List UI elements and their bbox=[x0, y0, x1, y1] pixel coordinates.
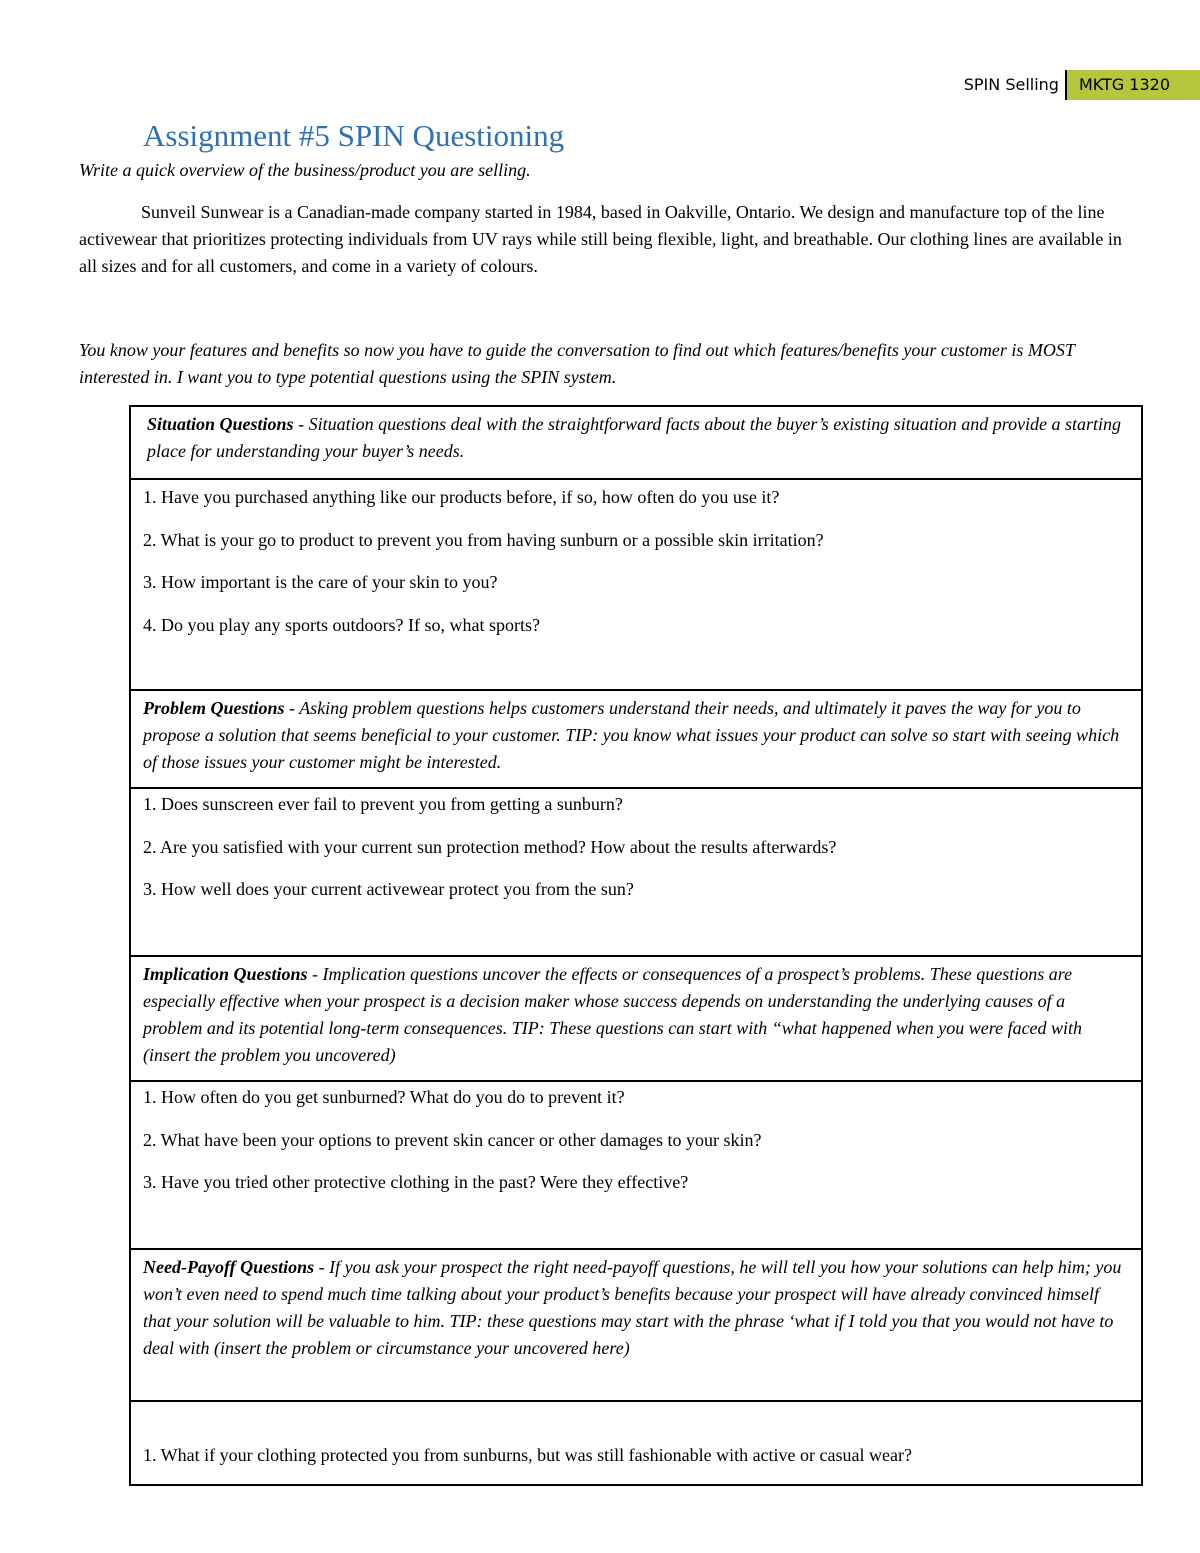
answer-item: 4. Do you play any sports outdoors? If so, what sports? bbox=[143, 614, 540, 635]
answer-item: 2. What have been your options to prevent skin cancer or other damages to your skin? bbox=[143, 1129, 762, 1150]
answer-item: 1. Have you purchased anything like our products before, if so, how often do you use it? bbox=[143, 487, 780, 507]
course-title: SPIN Selling bbox=[963, 75, 1059, 94]
situation-answers-cell bbox=[131, 480, 1141, 691]
situation-description: Situation questions deal with the straightforward facts about the buyer’s existing situation and provide a starting place for understanding your buyer’s needs. bbox=[147, 414, 1122, 461]
answer-item: 1. Does sunscreen ever fail to prevent you from getting a sunburn? bbox=[143, 794, 623, 814]
spin-instructions: You know your features and benefits so now you have to guide the conversation to find out which features/benefits your customer is MOST interested in. I want you to type potential questions using the SPIN system. bbox=[79, 340, 1075, 387]
need-payoff-description-cell: Need-Payoff Questions - If you ask your prospect the right need-payoff questions, he will tell you how your solutions can help him; you won’t even need to spend much time talking about your product’s benefits because your prospect will have already convinced himself that your solution will be valuable to him. TIP: these questions may start with the phrase ‘what if I told you that you would not have to deal with (insert the problem or circumstance your uncovered here) bbox=[131, 1250, 1141, 1402]
answer-item: 3. How important is the care of your skin to you? bbox=[143, 572, 498, 592]
implication-description: Implication questions uncover the effects or consequences of a prospect’s problems. These questions are especially effective when your prospect is a decision maker whose success depends on understanding the underlying causes of a problem and its potential long-term consequences. TIP: These questions can start with “what happened when you were faced with (insert the problem you uncovered) bbox=[143, 964, 1083, 1065]
problem-answers-cell bbox=[131, 789, 1141, 957]
problem-description-cell: Problem Questions - Asking problem questions helps customers understand their needs, and ultimately it paves the way for you to propose a solution that seems beneficial to your customer. TIP: you know what issues your product can solve so start with seeing which of those issues your customer might be interested. bbox=[131, 691, 1141, 789]
business-overview: Sunveil Sunwear is a Canadian-made company started in 1984, based in Oakville, Ontario. We design and manufacture top of the line activewear that prioritizes protecting individuals from UV rays while still being flexible, light, and breathable. Our clothing lines are available in all sizes and for all customers, and come in a variety of colours. bbox=[79, 202, 1122, 276]
implication-answers-cell bbox=[131, 1082, 1141, 1250]
problem-heading: Problem Questions bbox=[143, 698, 285, 718]
answer-item: 2. What is your go to product to prevent you from having sunburn or a possible skin irritation? bbox=[143, 529, 824, 550]
answer-item: 3. Have you tried other protective clothing in the past? Were they effective? bbox=[143, 1172, 689, 1192]
implication-description-cell: Implication Questions - Implication questions uncover the effects or consequences of a prospect’s problems. These questions are especially effective when your prospect is a decision maker whose success depends on understanding the underlying causes of a problem and its potential long-term consequences. TIP: These questions can start with “what happened when you were faced with (insert the problem you uncovered) bbox=[131, 957, 1141, 1082]
answer-item: 1. How often do you get sunburned? What do you do to prevent it? bbox=[143, 1087, 625, 1107]
problem-description: Asking problem questions helps customers understand their needs, and ultimately it paves the way for you to propose a solution that seems beneficial to your customer. TIP: you know what issues your product can solve so start with seeing which of those issues your customer might be interested. bbox=[143, 698, 1120, 772]
need-payoff-description: If you ask your prospect the right need-payoff questions, he will tell you how your solutions can help him; you won’t even need to spend much time talking about your product’s benefits because your prospect will have already convinced himself that your solution will be valuable to him. TIP: these questions may start with the phrase ‘what if I told you that you would not have to deal with (insert the problem or circumstance your uncovered here) bbox=[143, 1257, 1122, 1358]
situation-heading: Situation Questions bbox=[147, 414, 294, 434]
page-title: Assignment #5 SPIN Questioning bbox=[143, 118, 565, 153]
answer-item: 2. Are you satisfied with your current sun protection method? How about the results afterwards? bbox=[143, 836, 837, 857]
answer-item: 3. How well does your current activewear protect you from the sun? bbox=[143, 879, 634, 899]
course-code-badge: MKTG 1320 bbox=[1065, 70, 1200, 100]
situation-description-cell: Situation Questions - Situation questions deal with the straightforward facts about the buyer’s existing situation and provide a starting place for understanding your buyer’s needs. bbox=[131, 407, 1141, 480]
page-header bbox=[964, 70, 1200, 100]
implication-heading: Implication Questions bbox=[143, 964, 308, 984]
answer-item: 1. What if your clothing protected you from sunburns, but was still fashionable with active or casual wear? bbox=[143, 1445, 912, 1465]
spin-table bbox=[129, 405, 1143, 1486]
overview-prompt: Write a quick overview of the business/product you are selling. bbox=[79, 160, 531, 180]
need-payoff-answers-cell bbox=[131, 1402, 1141, 1484]
need-payoff-heading: Need-Payoff Questions bbox=[143, 1257, 315, 1277]
